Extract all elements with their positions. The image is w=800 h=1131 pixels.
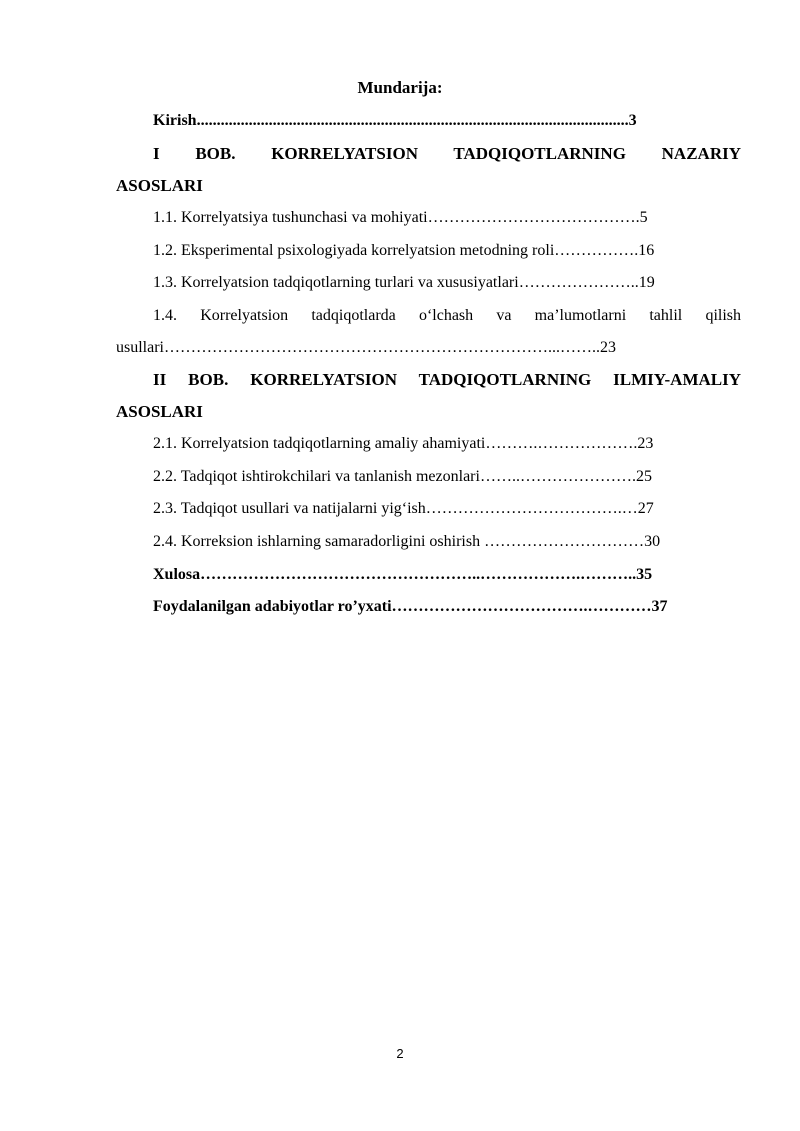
page-number: 2 — [396, 1046, 404, 1061]
toc-chapter2-heading-cont[interactable]: ASOSLARI — [116, 402, 203, 421]
toc-entry-2-3[interactable]: 2.3. Tadqiqot usullari va natijalarni yig‘ish……………………………….…27 — [153, 500, 654, 517]
toc-entry-1-1[interactable]: 1.1. Korrelyatsiya tushunchasi va mohiyati………………………………….5 — [153, 209, 648, 226]
toc-entry-1-2[interactable]: 1.2. Eksperimental psixologiyada korrelyatsion metodning roli…………….16 — [153, 242, 655, 259]
toc-entry-intro[interactable]: Kirish............................................................................................................3 — [153, 112, 637, 129]
toc-entry-1-3[interactable]: 1.3. Korrelyatsion tadqiqotlarning turlari va xususiyatlari…………………..19 — [153, 274, 655, 291]
toc-entry-1-4-cont[interactable]: usullari………………………………………………………………...……..23 — [116, 339, 616, 356]
toc-entry-2-2[interactable]: 2.2. Tadqiqot ishtirokchilari va tanlanish mezonlari……..………………….25 — [153, 468, 652, 485]
toc-entry-2-1[interactable]: 2.1. Korrelyatsion tadqiqotlarning amaliy ahamiyati……….……………….23 — [153, 435, 654, 452]
toc-title: Mundarija: — [357, 78, 443, 97]
toc-chapter1-heading[interactable]: I BOB. KORRELYATSION TADQIQOTLARNING NAZARIY — [153, 144, 741, 163]
toc-entry-1-4[interactable]: 1.4. Korrelyatsion tadqiqotlarda o‘lchash va ma’lumotlarni tahlil qilish — [153, 307, 741, 324]
toc-entry-conclusion[interactable]: Xulosa……………………………………………..……………….………..35 — [153, 566, 653, 583]
toc-chapter2-heading[interactable]: II BOB. KORRELYATSION TADQIQOTLARNING ILMIY-AMALIY — [153, 370, 741, 389]
toc-entry-2-4[interactable]: 2.4. Korreksion ishlarning samaradorligini oshirish …………………………30 — [153, 533, 661, 550]
toc-entry-references[interactable]: Foydalanilgan adabiyotlar ro’yxati……………………………….…………37 — [153, 598, 668, 615]
toc-chapter1-heading-cont[interactable]: ASOSLARI — [116, 176, 203, 195]
